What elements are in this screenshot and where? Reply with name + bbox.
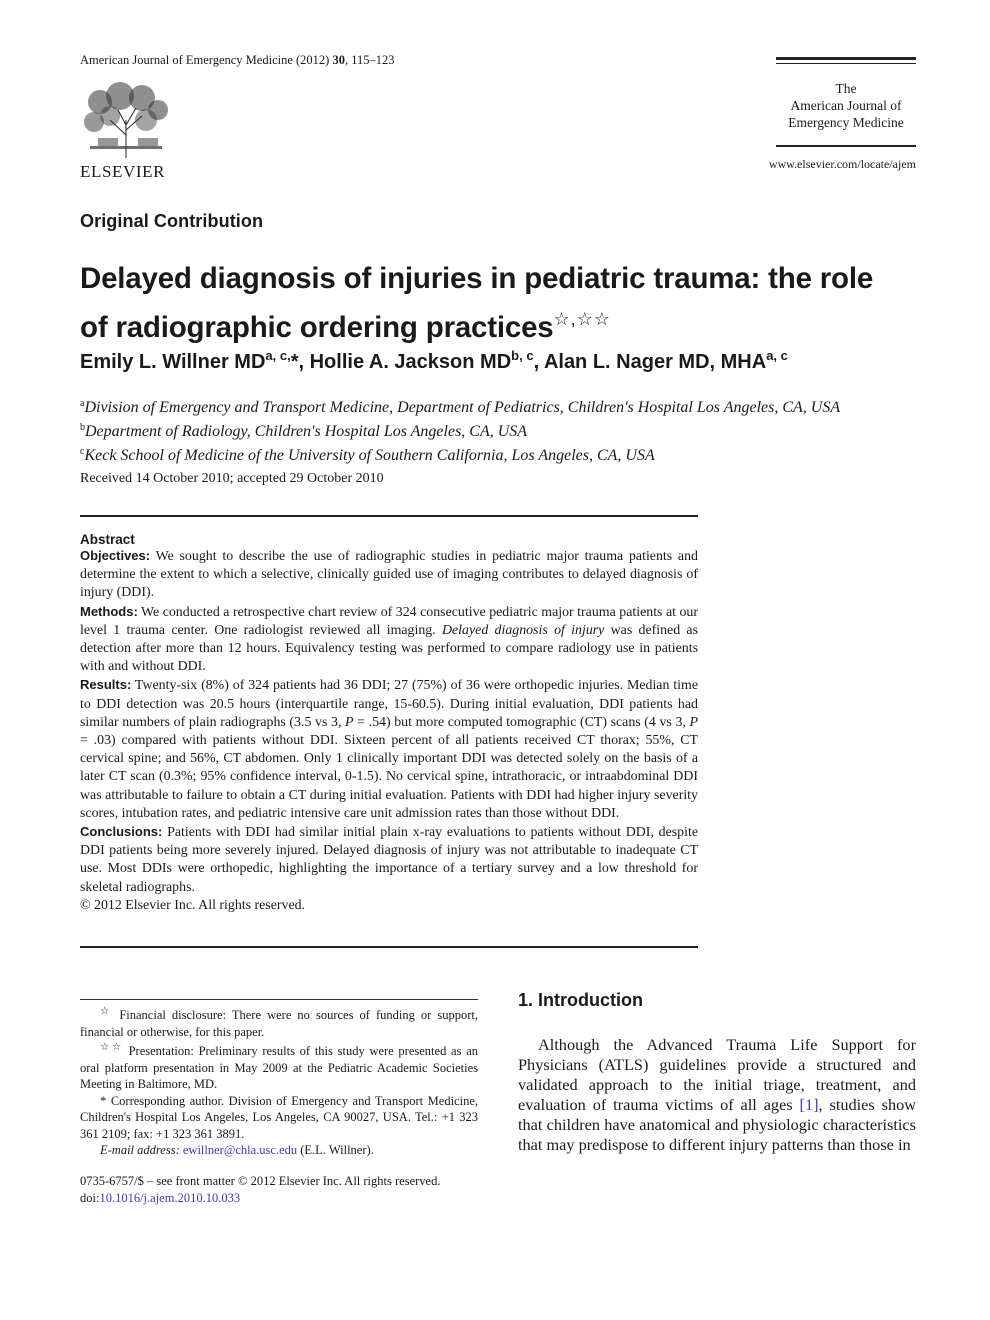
footnote-rule: [80, 999, 478, 1000]
footnote-corresponding: * Corresponding author. Division of Emergency and Transport Medicine, Children's Hospital Los Angeles, Los Angeles, CA 90027, USA. Tel.: +1 323 361 2109; fax: +1 323 361 3891.: [80, 1093, 478, 1141]
abstract-rule-bottom: [80, 946, 698, 948]
author-name: Alan L. Nager MD, MHA: [543, 351, 767, 373]
abstract-heading: Abstract: [80, 532, 135, 547]
article-identifiers: [80, 1173, 478, 1206]
email-link[interactable]: ewillner@chla.usc.edu: [182, 1143, 298, 1158]
introduction-paragraph: Although the Advanced Trauma Life Support for Physicians (ATLS) guidelines provide a structured and validated approach to the initial triage, treatment, and evaluation of trauma victims of all ages [1], studies show that children have anatomical and physiologic characteristics that may predispose to different injury patterns than those in: [518, 1035, 916, 1154]
abstract-methods: Methods: We conducted a retrospective chart review of 324 consecutive pediatric major trauma patients at our level 1 trauma center. One radiologist reviewed all imaging. Delayed diagnosis of injury was defined as detection after more than 12 hours. Equivalency testing was performed to compare radiology use in patients with and without DDI.: [80, 603, 699, 675]
abstract-copyright: © 2012 Elsevier Inc. All rights reserved.: [80, 897, 306, 913]
affiliation: $^b$Department of Radiology, Children's Hospital Los Angeles, CA, USA: [80, 422, 528, 440]
section-heading-introduction: 1. Introduction: [518, 990, 643, 1010]
journal-citation: American Journal of Emergency Medicine (2012) 30, 115–123: [80, 53, 395, 67]
doi-line: doi:10.1016/j.ajem.2010.10.033: [80, 1190, 241, 1205]
article-type: Original Contribution: [80, 211, 264, 231]
title-footnote-marks[interactable]: ☆,☆☆: [553, 309, 611, 329]
header-rule-top: [776, 57, 916, 60]
abstract-rule-top: [80, 515, 698, 517]
journal-title-line: American Journal of: [790, 98, 902, 113]
author-name: Hollie A. Jackson MD: [309, 351, 512, 373]
journal-title-line: Emergency Medicine: [788, 115, 904, 130]
article-title: [80, 258, 920, 348]
footnote-presentation: ☆☆ Presentation: Preliminary results of this study were presented as an oral platform presentation in May 2009 at the Pediatric Academic Societies Meeting in Baltimore, MD.: [80, 1042, 478, 1092]
abstract: [80, 532, 698, 915]
abstract-conclusions: Conclusions: Patients with DDI had similar initial plain x-ray evaluations to patients without DDI, despite DDI patients being more severely injured. Delayed diagnosis of injury was not attributable to inadequate CT use. Most DDIs were orthopedic, highlighting the importance of a tertiary survey and a low threshold for skeletal radiographs.: [80, 824, 698, 895]
issn-line: 0735-6757/$ – see front matter © 2012 Elsevier Inc. All rights reserved.: [80, 1174, 441, 1188]
journal-title-block: [776, 80, 916, 131]
affiliation: $^a$Division of Emergency and Transport Medicine, Department of Pediatrics, Children's Hospital Los Angeles, CA, USA: [80, 398, 841, 416]
header-rule-bottom: [776, 145, 916, 147]
doi-link[interactable]: 10.1016/j.ajem.2010.10.033: [99, 1190, 241, 1205]
received-dates: Received 14 October 2010; accepted 29 October 2010: [80, 471, 384, 486]
author-list: Emily L. Willner $MD^{a, c,}*$, Hollie A. Jackson MD$^{b, c}$, Alan L. Nager MD, MHA$^{a, c}$: [80, 348, 788, 373]
journal-title-line: The: [835, 81, 857, 96]
footnote-email: E-mail address: ewillner@chla.usc.edu (E.L. Willner).: [100, 1143, 374, 1158]
affiliation: $^c$Keck School of Medicine of the University of Southern California, Los Angeles, CA, USA: [80, 446, 655, 464]
publisher-wordmark: ELSEVIER: [80, 162, 166, 181]
elsevier-tree-logo: [80, 80, 172, 160]
abstract-results: Results: Twenty-six (8%) of 324 patients had 36 DDI; 27 (75%) of 36 were orthopedic injuries. Median time to DDI detection was 20.5 hours (interquartile range, 15-60.5). During initial evaluation, DDI patients had similar numbers of plain radiographs (3.5 vs 3, P = .54) but more computed tomographic (CT) scans (4 vs 3, P = .03) compared with patients without DDI. Sixteen percent of all patients received CT thorax; 55%, CT cervical spine; and 56%, CT abdomen. Only 1 clinically important DDI was detected solely on the basis of a later CT scan (0.3%; 95% confidence interval, 0-1.5). No cervical spine, intrathoracic, or intraabdominal DDI was attributable to failure to obtain a CT during initial evaluation. Patients with DDI had higher injury severity scores, intubation rates, and pediatric intensive care unit admission rates than those without DDI.: [80, 677, 698, 821]
footnotes: [80, 1004, 478, 1159]
title-line: of radiographic ordering practices☆,☆☆: [80, 309, 611, 344]
title-line: Delayed diagnosis of injuries in pediatric trauma: the role: [80, 262, 874, 295]
affiliations: [80, 394, 920, 466]
journal-url[interactable]: www.elsevier.com/locate/ajem: [768, 157, 916, 171]
reference-link[interactable]: [1]: [799, 1095, 819, 1114]
header-rule-thin: [776, 63, 916, 64]
author-name: Emily L. Willner MD: [80, 351, 266, 373]
abstract-objectives: Objectives: We sought to describe the use of radiographic studies in pediatric major trauma patients and determine the extent to which a selective, clinically guided use of imaging contributes to delayed diagnosis of injury (DDI).: [80, 548, 698, 601]
footnote-funding: ☆ Financial disclosure: There were no sources of funding or support, financial or otherwise, for this paper.: [80, 1006, 479, 1039]
